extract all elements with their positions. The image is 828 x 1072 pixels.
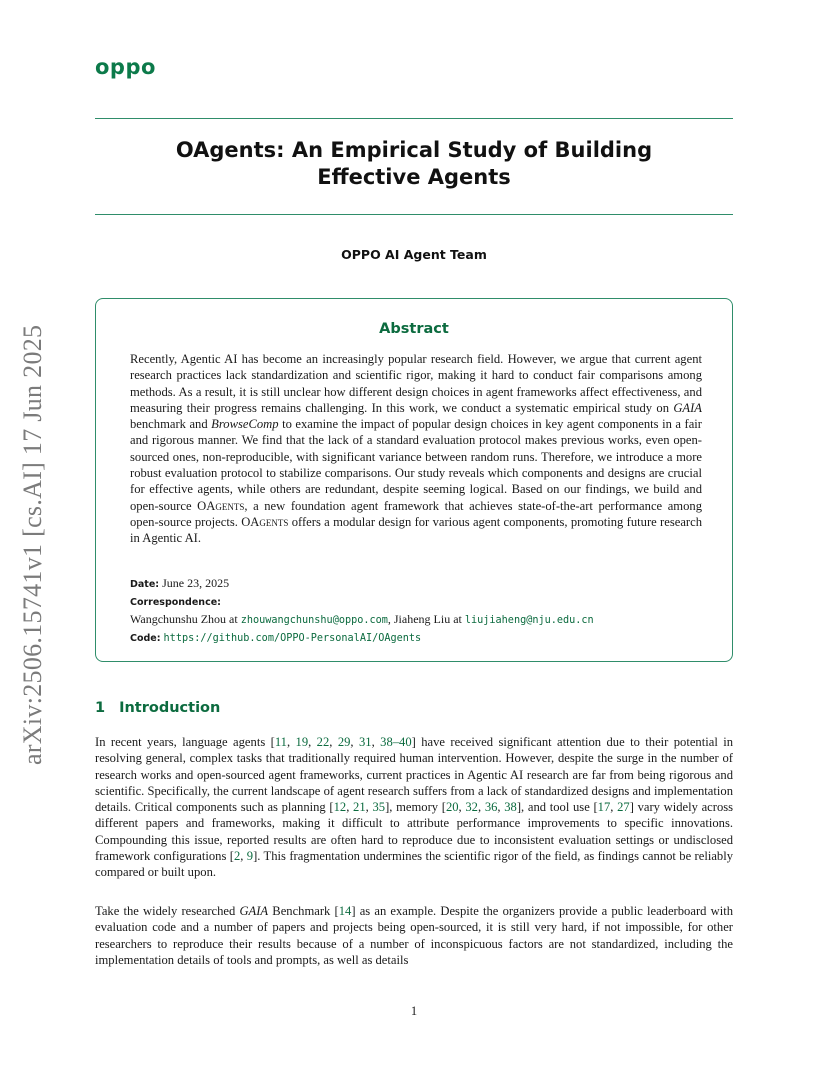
text-run: ] vary widely across different papers and frameworks, making it difficult to attribute performance improvements to specific innovations. Compounding this issue, reported results are often hard to reproduce due to inconsistent evaluation settings or undisclosed framework configurations [ <box>95 800 734 864</box>
abstract-text-a: Recently, Agentic AI has become an increasingly popular research field. However, we argue that current agent research practices lack standardization and scientific rigor, making it hard to conduct fair comparisons among methods. As a result, it is still unclear how different design choices in agent frameworks affect effectiveness, and measuring their progress remains challenging. In this work, we conduct a systematic empirical study on <box>130 352 702 415</box>
abstract-text-c: to examine the impact of popular design choices in key agent components in a fair and rigorous manner. We find that the lack of a standard evaluation protocol makes previous works, even open-sourced ones, non-reproducible, with significant variance between random runs. Therefore, we introduce a more robust evaluation protocol to stabilize comparisons. Our study reveals which components and designs are crucial for effective agents, while others are redundant, despite seeming logical. Based on our findings, we build and open-source <box>130 417 702 513</box>
intro-paragraph-2 <box>95 903 733 968</box>
abstract-box <box>95 298 733 662</box>
citation-link[interactable]: 2 <box>233 849 241 864</box>
citation-link[interactable]: 11 <box>274 735 287 749</box>
intro-paragraph-1: In recent years, language agents [11, 19, 22, 29, 31, 38–40] have received significant attention due to their potential in resolving general, complex tasks that traditionally required human intervention. However, despite the surge in the number of research works and open-sourced agent frameworks, current practices in Agentic AI research are far from being rigorous and scientific. Specifically, the current landscape of agent research suffers from a lack of standardized designs and implementation details. Critical components such as planning [12, 21, 35], memory [20, 32, 36, 38], and tool use [17, 27] vary widely across different papers and frameworks, making it difficult to attribute performance improvements to specific innovations. Compounding this issue, reported results are often hard to reproduce due to inconsistent evaluation settings or undisclosed framework configurations [2, 9]. This fragmentation undermines the scientific rigor of the field, as findings cannot be reliably compared or built upon. <box>95 735 734 880</box>
text-run: ] as an example. Despite the organizers provide a public leaderboard with evaluation code and a number of papers and projects being open-sourced, it is still very hard, if not impossible, for other researchers to reproduce their results because of a number of inconspicuous factors are not standardized, including the implementation details of tools and prompts, as well as details <box>95 904 733 967</box>
oppo-logo: oppo <box>95 55 156 79</box>
gaia-benchmark-name: GAIA <box>673 400 702 415</box>
title-line-2: Effective Agents <box>317 165 511 189</box>
citation-link[interactable]: 38 <box>504 800 517 815</box>
paper-title <box>95 137 733 191</box>
contact1-email-link[interactable]: zhouwangchunshu@oppo.com <box>240 615 388 626</box>
arxiv-identifier: arXiv:2506.15741v1 [cs.AI] 17 Jun 2025 <box>18 324 47 765</box>
code-row <box>130 629 702 647</box>
contact1-name: Wangchunshu Zhou at <box>130 612 241 626</box>
gaia-benchmark-name: GAIA <box>239 904 269 918</box>
abstract-text-b: benchmark and <box>130 417 212 432</box>
citation-link[interactable]: 12 <box>333 800 347 815</box>
author-line: OPPO AI Agent Team <box>341 247 487 262</box>
section-heading-introduction <box>95 700 220 716</box>
citation-link[interactable]: 35 <box>372 800 386 815</box>
code-url-link[interactable]: https://github.com/OPPO-PersonalAI/OAgents <box>163 633 422 644</box>
correspondence-label: Correspondence: <box>130 597 221 608</box>
citation-link[interactable]: 29 <box>337 735 351 749</box>
text-run: ] have received significant attention due to their potential in resolving general, complex tasks that traditionally required human intervention. However, despite the surge in the number of research works and open-sourced agent frameworks, current practices in Agentic AI research are far from being rigorous and scientific. Specifically, the current landscape of agent research suffers from a lack of standardized designs and implementation details. Critical components such as planning [ <box>95 735 734 815</box>
text-run: ]. This fragmentation undermines the scientific rigor of the field, as findings cannot be reliably compared or built upon. <box>95 849 734 880</box>
text-run: ], memory [ <box>385 800 446 815</box>
title-rule-top <box>95 118 733 119</box>
abstract-text-d: , a new foundation agent framework that achieves state-of-the-art performance among open-source projects. <box>130 498 702 529</box>
correspondence-row <box>130 611 702 629</box>
text-run: In recent years, language agents [ <box>95 735 275 749</box>
citation-link[interactable]: 17 <box>597 800 611 815</box>
oagents-name: OAgents <box>241 514 289 529</box>
date-row <box>130 575 702 593</box>
title-line-1: OAgents: An Empirical Study of Building <box>175 138 653 162</box>
citation-link[interactable]: 31 <box>358 735 372 749</box>
text-run: Benchmark [ <box>268 904 339 918</box>
citation-link[interactable]: 36 <box>484 800 498 815</box>
citation-link[interactable]: 19 <box>295 735 309 749</box>
abstract-text <box>130 351 702 547</box>
citation-link[interactable]: 27 <box>617 800 630 815</box>
browsecomp-benchmark-name: BrowseComp <box>211 417 279 432</box>
citation-link[interactable]: 21 <box>353 800 366 815</box>
oagents-name: OAgents <box>197 498 245 513</box>
abstract-text-e: offers a modular design for various agent components, promoting future research in Agentic AI. <box>130 514 702 546</box>
text-run: ], and tool use [ <box>516 800 598 815</box>
date-label: Date: <box>130 579 160 590</box>
citation-link[interactable]: 22 <box>316 735 330 749</box>
abstract-heading: Abstract <box>379 321 449 337</box>
section-title: Introduction <box>119 700 221 716</box>
paper-metadata <box>130 575 702 647</box>
title-rule-bottom <box>95 214 733 215</box>
correspondence-label-row <box>130 593 702 611</box>
section-number: 1 <box>95 700 106 716</box>
code-label: Code: <box>130 633 161 644</box>
citation-link[interactable]: 9 <box>246 849 254 864</box>
contact-separator: , Jiaheng Liu at <box>387 612 465 626</box>
contact2-email-link[interactable]: liujiaheng@nju.edu.cn <box>464 615 594 626</box>
text-run: Take the widely researched <box>95 904 240 918</box>
citation-link[interactable]: 38–40 <box>380 735 412 749</box>
citation-link[interactable]: 32 <box>465 800 478 815</box>
page-number: 1 <box>410 1004 418 1018</box>
citation-link[interactable]: 14 <box>338 904 352 918</box>
citation-link[interactable]: 20 <box>445 800 459 815</box>
date-value: June 23, 2025 <box>162 576 230 590</box>
